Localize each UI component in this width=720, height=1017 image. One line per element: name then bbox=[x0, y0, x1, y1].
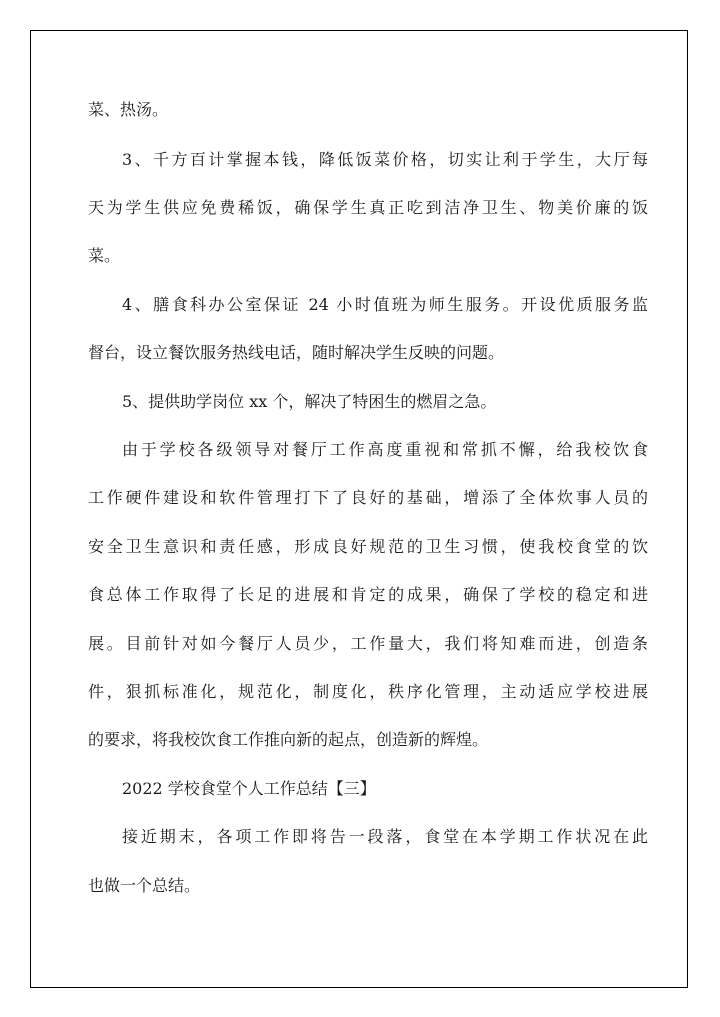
text-line: 菜、热汤。 bbox=[88, 100, 169, 119]
text-line: 工作硬件建设和软件管理打下了良好的基础，增添了全体炊事人员的 bbox=[88, 488, 648, 507]
text-line: 展。目前针对如今餐厅人员少，工作量大，我们将知难而进，创造条 bbox=[88, 634, 648, 653]
text-line: 由于学校各级领导对餐厅工作高度重视和常抓不懈，给我校饮食 bbox=[122, 440, 648, 459]
text-line: 安全卫生意识和责任感，形成良好规范的卫生习惯，使我校食堂的饮 bbox=[88, 537, 648, 556]
text-line: 3、千方百计掌握本钱，降低饭菜价格，切实让利于学生，大厅每 bbox=[122, 150, 648, 169]
text-line: 件，狠抓标准化，规范化，制度化，秩序化管理，主动适应学校进展 bbox=[88, 682, 648, 701]
text-line: 天为学生供应免费稀饭，确保学生真正吃到洁净卫生、物美价廉的饭 bbox=[88, 198, 648, 217]
text-line: 食总体工作取得了长足的进展和肯定的成果，确保了学校的稳定和进 bbox=[88, 585, 648, 604]
text-line: 接近期末，各项工作即将告一段落，食堂在本学期工作状况在此 bbox=[122, 827, 648, 846]
text-line: 的要求，将我校饮食工作推向新的起点，创造新的辉煌。 bbox=[88, 730, 489, 749]
text-line: 5、提供助学岗位 xx 个，解决了特困生的燃眉之急。 bbox=[122, 392, 497, 411]
text-line: 也做一个总结。 bbox=[88, 876, 201, 895]
text-line: 4、膳食科办公室保证 24 小时值班为师生服务。开设优质服务监 bbox=[122, 295, 648, 314]
text-line: 菜。 bbox=[88, 246, 121, 265]
text-line: 督台，设立餐饮服务热线电话，随时解决学生反映的问题。 bbox=[88, 343, 505, 362]
section-heading: 2022 学校食堂个人工作总结【三】 bbox=[122, 779, 376, 798]
